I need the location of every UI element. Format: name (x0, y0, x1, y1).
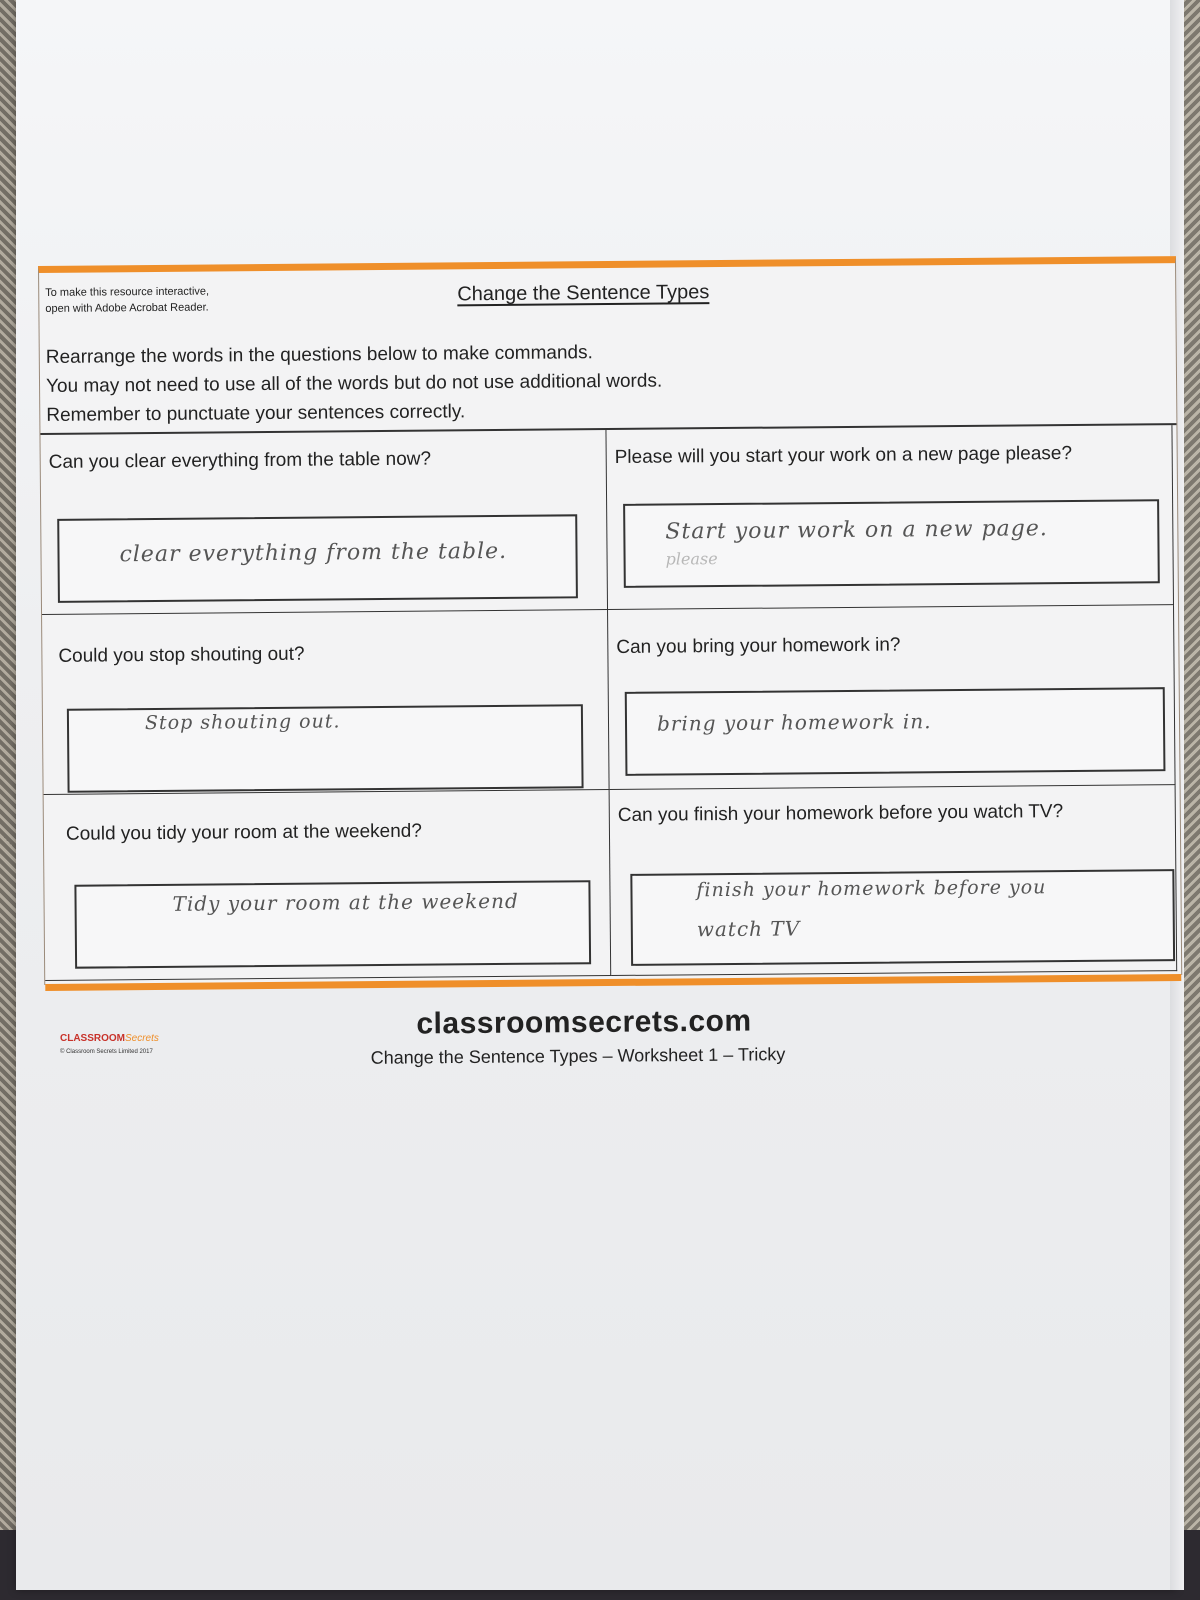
handwritten-answer: finish your homework before you (696, 876, 1047, 902)
handwritten-answer: Tidy your room at the weekend (172, 888, 519, 916)
question-cell-3 (42, 610, 610, 795)
question-grid (40, 423, 1181, 983)
answer-box[interactable] (630, 869, 1175, 966)
footer-subtitle: Change the Sentence Types – Worksheet 1 – Tricky (370, 1044, 786, 1068)
instruction-line: Remember to punctuate your sentences correctly. (46, 401, 466, 426)
question-text: Please will you start your work on a new page please? (614, 442, 1073, 468)
question-text: Could you stop shouting out? (58, 643, 305, 667)
answer-box[interactable] (74, 880, 591, 968)
handwritten-answer: Start your work on a new page. (665, 516, 1048, 545)
worksheet-title: Change the Sentence Types (457, 281, 710, 306)
question-cell-4 (608, 605, 1176, 790)
question-text: Can you finish your homework before you watch TV? (617, 801, 1064, 826)
answer-box[interactable] (57, 514, 578, 603)
worksheet-frame (38, 256, 1182, 985)
paper-sheet (16, 0, 1176, 1590)
handwritten-answer-line2: watch TV (696, 916, 801, 942)
question-text: Can you bring your homework in? (616, 634, 901, 658)
question-cell-6 (610, 785, 1178, 976)
answer-box[interactable] (67, 704, 584, 792)
copyright-text: © Classroom Secrets Limited 2017 (60, 1049, 153, 1055)
answer-box[interactable] (625, 687, 1166, 776)
answer-box[interactable] (623, 499, 1160, 588)
instruction-line: Rearrange the words in the questions below to make commands. (45, 342, 593, 368)
handwritten-answer-faint: please (665, 549, 718, 569)
handwritten-answer: Stop shouting out. (144, 710, 341, 735)
instructions (46, 338, 663, 430)
question-text: Can you clear everything from the table now? (48, 448, 432, 473)
interactive-note (45, 283, 265, 317)
question-cell-5 (44, 790, 612, 981)
handwritten-answer: bring your homework in. (656, 709, 932, 736)
question-cell-1 (40, 430, 608, 615)
question-cell-2 (606, 425, 1174, 610)
logo-word-1: CLASSROOM (60, 1033, 125, 1044)
interactive-note-line1: To make this resource interactive, (45, 285, 210, 299)
interactive-note-line2: open with Adobe Acrobat Reader. (45, 301, 209, 315)
logo-word-2: Secrets (125, 1033, 159, 1044)
footer-site: classroomsecrets.com (416, 1004, 752, 1041)
handwritten-answer: clear everything from the table. (119, 538, 508, 568)
instruction-line: You may not need to use all of the words but do not use additional words. (45, 370, 663, 397)
question-text: Could you tidy your room at the weekend? (65, 820, 422, 845)
